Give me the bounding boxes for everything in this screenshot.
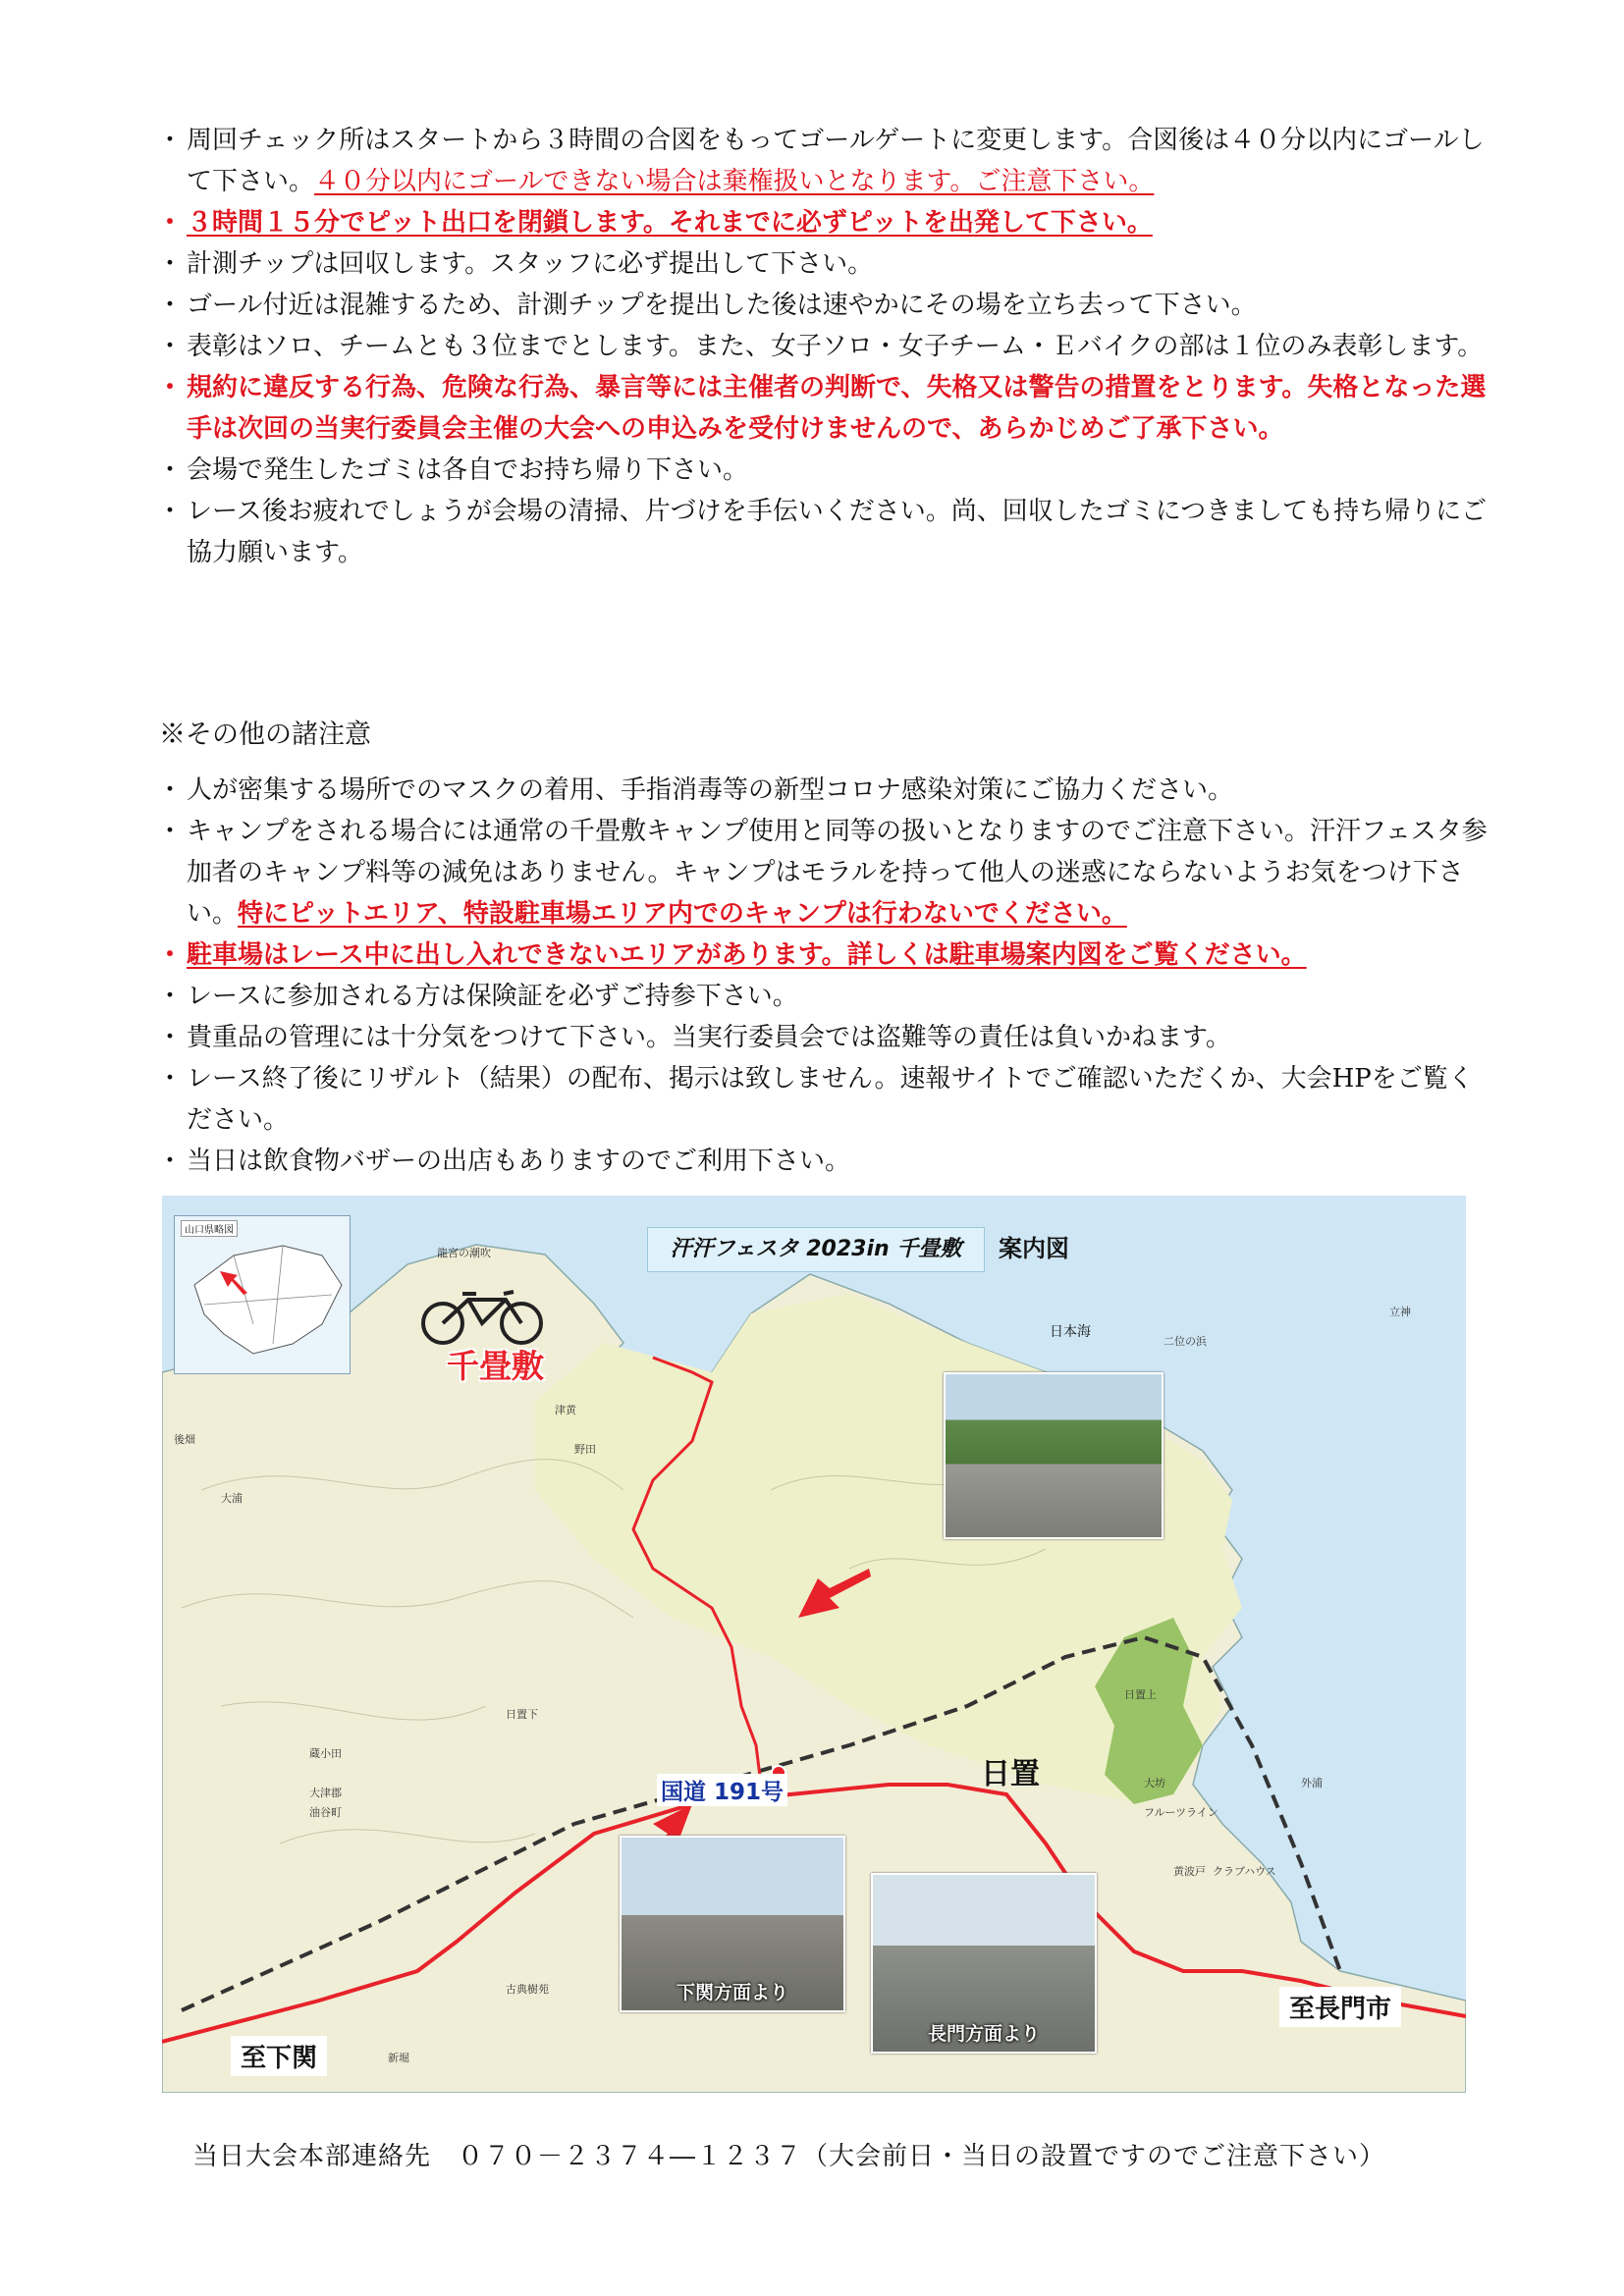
note-text: 特にピットエリア、特設駐車場エリア内でのキャンプは行わないでください。 xyxy=(238,899,1127,929)
note-item xyxy=(157,1141,1492,1182)
other-notes-list xyxy=(157,770,1492,1182)
note-item xyxy=(157,934,1492,976)
photo-from-shimonoseki xyxy=(620,1836,845,2012)
sea-label: 日本海 xyxy=(1050,1324,1091,1340)
bullet: ・ xyxy=(157,940,184,970)
prefecture-inset-map xyxy=(174,1215,351,1374)
note-item xyxy=(157,770,1492,811)
senjojiki-label: 千畳敷 xyxy=(447,1347,544,1385)
bullet: ・ xyxy=(157,332,184,361)
photo-from-shimonoseki-caption: 下関方面より xyxy=(676,1982,788,2003)
note-text: 貴重品の管理には十分気をつけて下さい。当実行委員会では盗難等の責任は負いかねます。 xyxy=(187,1023,1231,1052)
rule-item xyxy=(157,120,1492,202)
photo-from-nagato-caption: 長門方面より xyxy=(927,2023,1040,2045)
map-place-label: 立神 xyxy=(1389,1306,1411,1318)
bullet: ・ xyxy=(157,982,184,1011)
map-place-label: 油谷町 xyxy=(309,1806,342,1819)
map-place-label: 二位の浜 xyxy=(1164,1335,1207,1348)
contact-line: 当日大会本部連絡先 ０７０－２３７４―１２３７（大会前日・当日の設置ですのでご注意下さい） xyxy=(192,2142,1386,2171)
map-place-label: 野田 xyxy=(574,1443,596,1456)
note-text: 駐車場はレース中に出し入れできないエリアがあります。詳しくは駐車場案内図をご覧ください。 xyxy=(187,940,1307,970)
to-shimonoseki-label: 至下関 xyxy=(231,2036,327,2076)
rule-text: 計測チップは回収します。スタッフに必ず提出して下さい。 xyxy=(187,249,874,279)
note-text: レース終了後にリザルト（結果）の配布、掲示は致しません。速報サイトでご確認いただくか、大会HPをご覧ください。 xyxy=(187,1064,1474,1135)
bullet: ・ xyxy=(157,455,184,485)
note-item xyxy=(157,1017,1492,1058)
map-place-label: フルーツライン xyxy=(1144,1806,1218,1819)
bullet: ・ xyxy=(157,373,184,402)
map-place-label: 古典樹苑 xyxy=(506,1983,549,1996)
note-text: キャンプをされる場合には通常の千畳敷キャンプ使用と同等の扱いとなりますのでご注意下さい。汗汗フェスタ参加者のキャンプ料等の減免はありません。キャンプはモラルを持って他人の迷惑にならないようお気をつけ下さい。 xyxy=(187,817,1488,929)
bullet: ・ xyxy=(157,249,184,279)
bullet: ・ xyxy=(157,497,184,526)
bullet: ・ xyxy=(157,208,184,238)
rule-item xyxy=(157,326,1492,367)
photo-from-nagato xyxy=(871,1873,1097,2054)
rule-text: ４０分以内にゴールできない場合は棄権扱いとなります。ご注意下さい。 xyxy=(314,167,1155,196)
map-place-label: 大浦 xyxy=(221,1492,243,1505)
rule-item xyxy=(157,491,1492,573)
rule-text: 周回チェック所はスタートから３時間の合図をもってゴールゲートに変更します。合図後は４０分以内にゴールして下さい。 xyxy=(187,126,1485,196)
bullet: ・ xyxy=(157,1064,184,1094)
rule-item xyxy=(157,243,1492,285)
rule-item xyxy=(157,450,1492,491)
map-place-label: 津黄 xyxy=(555,1404,576,1416)
map-title-suffix: 案内図 xyxy=(999,1235,1069,1262)
note-text: 人が密集する場所でのマスクの着用、手指消毒等の新型コロナ感染対策にご協力ください。 xyxy=(187,775,1234,805)
map-place-label: 龍宮の潮吹 xyxy=(437,1247,491,1259)
inset-graphic xyxy=(175,1216,350,1373)
rule-text: ３時間１５分でピット出口を閉鎖します。それまでに必ずピットを出発して下さい。 xyxy=(187,208,1153,238)
rule-item xyxy=(157,367,1492,450)
map-place-label: 大坊 xyxy=(1144,1777,1165,1789)
rule-item xyxy=(157,285,1492,326)
photo-nii-no-hama-road xyxy=(944,1372,1164,1539)
rule-text: 会場で発生したゴミは各自でお持ち帰り下さい。 xyxy=(187,455,749,485)
note-item xyxy=(157,1058,1492,1141)
bicycle-icon xyxy=(419,1290,547,1347)
note-text: 当日は飲食物バザーの出店もありますのでご利用下さい。 xyxy=(187,1147,851,1176)
map-place-label: 後畑 xyxy=(174,1433,195,1446)
note-text: レースに参加される方は保険証を必ずご持参下さい。 xyxy=(187,982,798,1011)
map-place-label: 黄波戸 xyxy=(1173,1865,1206,1878)
bullet: ・ xyxy=(157,775,184,805)
bullet: ・ xyxy=(157,817,184,846)
map-place-label: 蔵小田 xyxy=(309,1747,342,1760)
rule-text: ゴール付近は混雑するため、計測チップを提出した後は速やかにその場を立ち去って下さい。 xyxy=(187,291,1257,320)
note-item xyxy=(157,976,1492,1017)
route-191-label: 国道 191号 xyxy=(657,1774,787,1806)
hioki-label: 日置 xyxy=(981,1757,1040,1791)
map-place-label: 日置下 xyxy=(506,1708,538,1721)
bullet: ・ xyxy=(157,126,184,155)
map-place-label: 外浦 xyxy=(1301,1777,1323,1789)
bullet: ・ xyxy=(157,1023,184,1052)
rule-text: レース後お疲れでしょうが会場の清掃、片づけを手伝いください。尚、回収したゴミにつきましても持ち帰りにご協力願います。 xyxy=(187,497,1488,567)
rule-text: 規約に違反する行為、危険な行為、暴言等には主催者の判断で、失格又は警告の措置をとります。失格となった選手は次回の当実行委員会主催の大会への申込みを受付けませんので、あらかじめご了承下さい。 xyxy=(187,373,1487,444)
map-place-label: 大津郡 xyxy=(309,1787,342,1799)
bullet: ・ xyxy=(157,291,184,320)
map-place-label: 日置上 xyxy=(1124,1688,1157,1701)
map-place-label: 新堀 xyxy=(388,2052,409,2064)
map-title: 汗汗フェスタ 2023in 千畳敷 xyxy=(647,1227,985,1272)
rule-text: 表彰はソロ、チームとも３位までとします。また、女子ソロ・女子チーム・Ｅバイクの部は１位のみ表彰します。 xyxy=(187,332,1484,361)
bullet: ・ xyxy=(157,1147,184,1176)
inset-title: 山口県略図 xyxy=(181,1220,238,1237)
venue-map xyxy=(162,1196,1466,2093)
note-item xyxy=(157,811,1492,934)
rules-list xyxy=(157,120,1492,573)
rule-item xyxy=(157,202,1492,243)
other-notes-heading: ※その他の諸注意 xyxy=(159,720,371,750)
map-place-label: クラブハウス xyxy=(1213,1865,1276,1878)
to-nagato-label: 至長門市 xyxy=(1279,1987,1401,2027)
